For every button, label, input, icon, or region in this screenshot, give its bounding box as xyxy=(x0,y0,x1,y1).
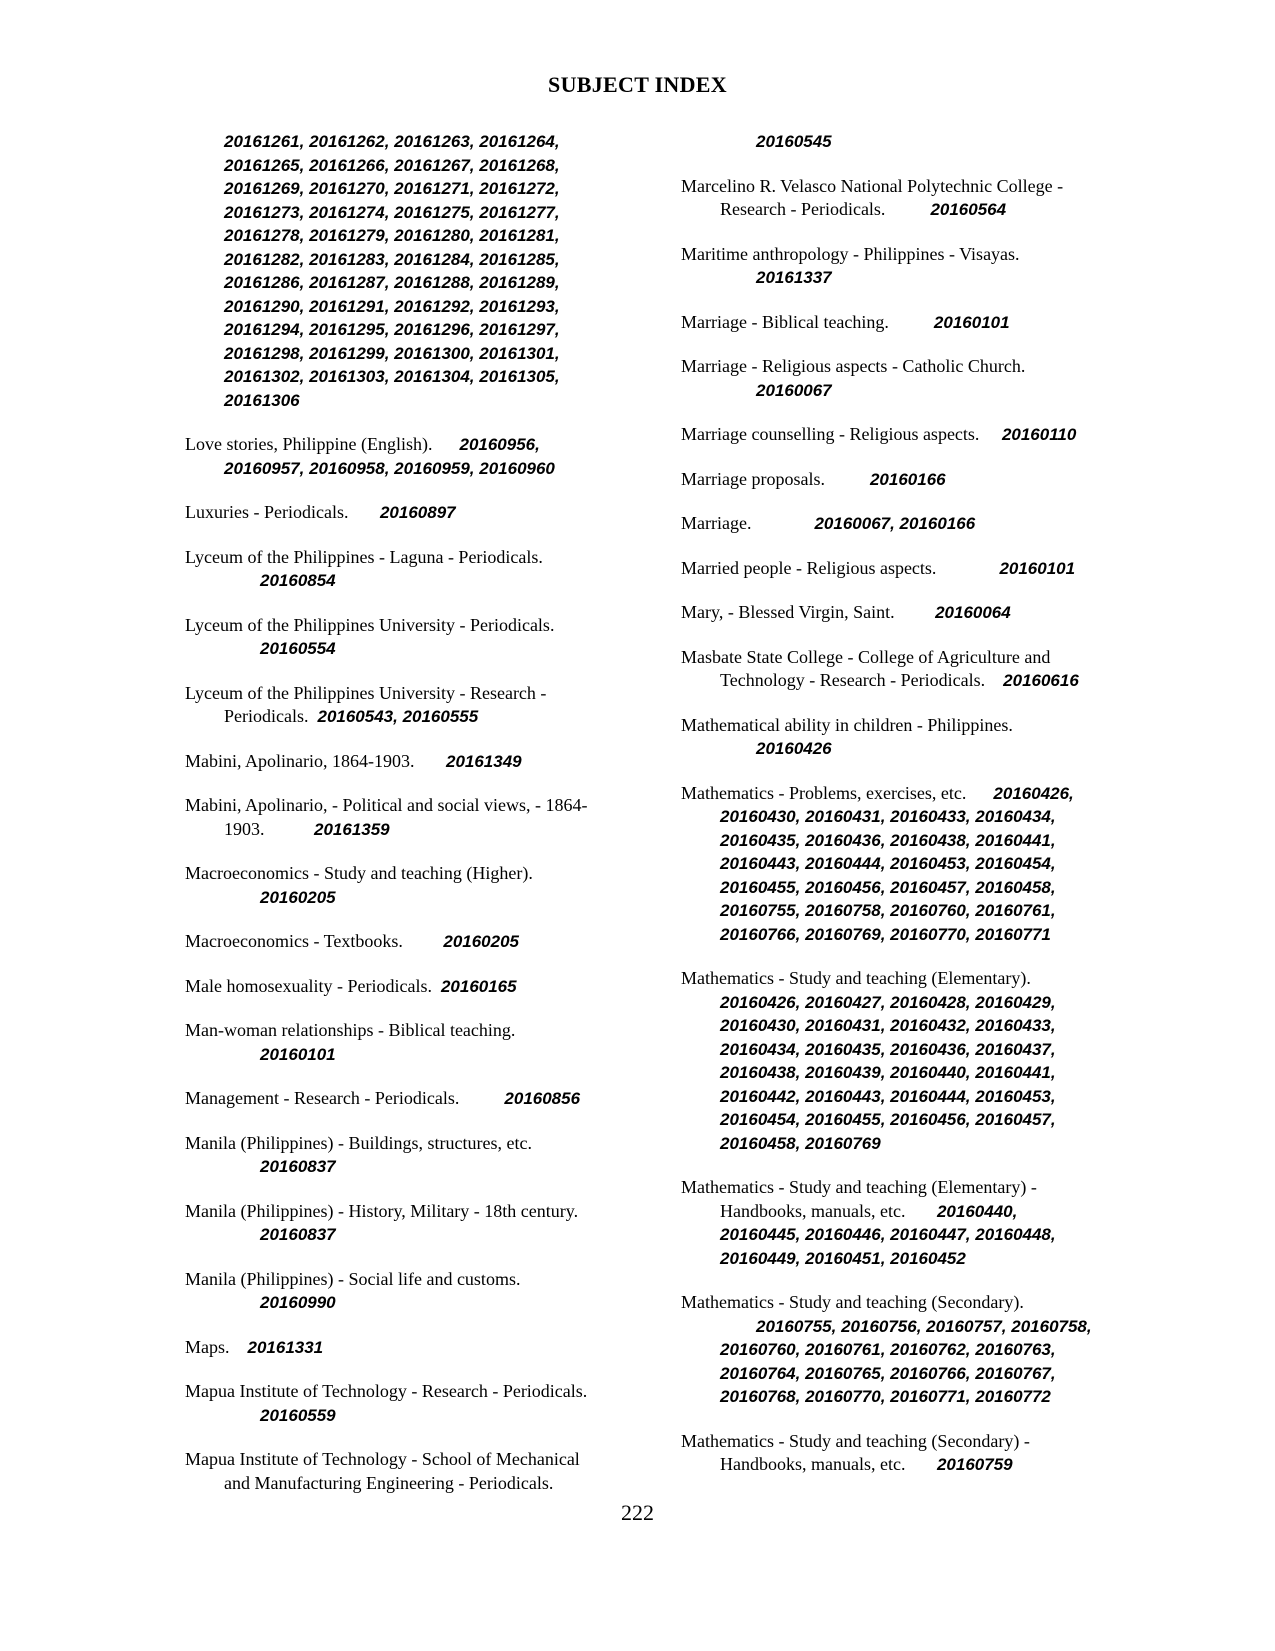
index-entry-line xyxy=(681,175,1161,199)
subject-heading-text: Mary, - Blessed Virgin, Saint. xyxy=(681,602,936,622)
index-entry-line xyxy=(185,318,655,342)
record-numbers: 20160430, 20160431, 20160433, 20160434, xyxy=(720,807,1056,826)
index-entry xyxy=(681,130,1161,154)
index-entry-line xyxy=(681,1338,1161,1362)
index-entry xyxy=(681,1430,1161,1477)
record-numbers: 20160101 xyxy=(933,312,1010,332)
subject-heading-text: Management - Research - Periodicals. xyxy=(185,1088,505,1108)
index-entry xyxy=(681,646,1161,693)
record-numbers: 20161294, 20161295, 20161296, 20161297, xyxy=(224,320,560,339)
subject-heading-text: Marriage. xyxy=(681,513,815,533)
record-numbers: 20161286, 20161287, 20161288, 20161289, xyxy=(224,273,560,292)
index-entry-line xyxy=(681,646,1161,670)
index-entry-line xyxy=(185,862,655,886)
subject-heading-text: Periodicals. xyxy=(224,706,318,726)
index-entry-line xyxy=(185,1380,655,1404)
index-entry-line xyxy=(681,852,1161,876)
record-numbers: 20160435, 20160436, 20160438, 20160441, xyxy=(720,830,1056,850)
subject-heading-text: Man-woman relationships - Biblical teaching. xyxy=(185,1020,516,1040)
subject-heading-text: Marriage proposals. xyxy=(681,468,870,489)
record-numbers: 20160837 xyxy=(260,1157,336,1176)
subject-heading-text: Handbooks, manuals, etc. xyxy=(720,1200,937,1221)
subject-heading-text: Mabini, Apolinario, 1864-1903. xyxy=(185,750,446,771)
subject-heading-text: Maritime anthropology - Philippines - Visayas. xyxy=(681,243,1020,264)
index-entry-line xyxy=(681,737,1161,761)
subject-heading-text: Married people - Religious aspects. xyxy=(681,557,1000,578)
index-entry-line xyxy=(185,1132,655,1156)
record-numbers: 20160616 xyxy=(1003,671,1079,690)
index-entry xyxy=(185,1132,655,1179)
subject-heading-text: Luxuries - Periodicals. xyxy=(185,502,380,522)
record-numbers: 20161273, 20161274, 20161275, 20161277, xyxy=(224,202,560,222)
record-numbers: 20160064 xyxy=(935,603,1011,622)
index-entry-line xyxy=(185,1043,655,1067)
subject-heading-text: and Manufacturing Engineering - Periodicals. xyxy=(224,1472,554,1493)
record-numbers: 20160768, 20160770, 20160771, 20160772 xyxy=(720,1387,1051,1406)
index-entry xyxy=(185,1019,655,1066)
index-entry-line xyxy=(681,1176,1161,1200)
subject-heading-text: Mapua Institute of Technology - School of Mechanical xyxy=(185,1449,580,1469)
record-numbers: 20160458, 20160769 xyxy=(720,1133,881,1153)
index-entry-line xyxy=(185,637,655,661)
index-entry xyxy=(185,1268,655,1315)
record-numbers: 20161302, 20161303, 20161304, 20161305, xyxy=(224,367,560,386)
index-entry-line xyxy=(681,1223,1161,1247)
index-entry-line xyxy=(185,682,655,706)
record-numbers: 20160897 xyxy=(379,503,456,522)
subject-heading-text: Mathematics - Study and teaching (Elementary). xyxy=(681,968,1031,988)
index-entry-line xyxy=(681,1430,1161,1454)
subject-heading-text: Marcelino R. Velasco National Polytechnic College - xyxy=(681,175,1064,196)
subject-heading-text: Manila (Philippines) - History, Military - 18th century. xyxy=(185,1200,579,1221)
index-entry-line xyxy=(185,705,655,729)
index-entry-line xyxy=(681,967,1161,991)
subject-heading-text: Mapua Institute of Technology - Research - Periodicals. xyxy=(185,1381,588,1401)
subject-heading-text: Handbooks, manuals, etc. xyxy=(720,1454,937,1474)
index-entry-line xyxy=(681,355,1161,379)
index-entry-line xyxy=(185,365,655,389)
index-entry-line xyxy=(185,389,655,413)
record-numbers: 20160564 xyxy=(930,200,1007,219)
index-entry xyxy=(681,468,1161,492)
index-entry-line xyxy=(185,1223,655,1247)
record-numbers: 20160755, 20160758, 20160760, 20160761, xyxy=(720,901,1056,920)
record-numbers: 20160554 xyxy=(260,639,336,658)
index-entry-line xyxy=(681,1247,1161,1271)
index-entry-line xyxy=(185,130,655,154)
record-numbers: 20160438, 20160439, 20160440, 20160441, xyxy=(720,1063,1056,1082)
index-entry xyxy=(185,1448,655,1495)
index-entry xyxy=(681,782,1161,947)
index-entry-line xyxy=(681,601,1161,625)
record-numbers: 20160101 xyxy=(260,1044,336,1064)
page-number: 222 xyxy=(621,1500,654,1525)
record-numbers: 20160760, 20160761, 20160762, 20160763, xyxy=(720,1340,1056,1359)
index-entry-line xyxy=(681,1038,1161,1062)
subject-heading-text: Lyceum of the Philippines - Laguna - Periodicals. xyxy=(185,546,543,567)
index-entry-line xyxy=(681,876,1161,900)
subject-heading-text: Macroeconomics - Study and teaching (Higher). xyxy=(185,863,533,883)
index-entry xyxy=(185,1200,655,1247)
index-entry-line xyxy=(681,243,1161,267)
index-entry-line xyxy=(681,1200,1161,1224)
index-entry xyxy=(185,794,655,841)
record-numbers: 20161278, 20161279, 20161280, 20161281, xyxy=(224,226,560,245)
index-entry xyxy=(681,243,1161,290)
record-numbers: 20161282, 20161283, 20161284, 20161285, xyxy=(224,249,560,269)
index-entry-line xyxy=(185,818,655,842)
record-numbers: 20161298, 20161299, 20161300, 20161301, xyxy=(224,343,560,363)
record-numbers: 20161306 xyxy=(224,390,300,410)
index-entry-line xyxy=(185,1336,655,1360)
subject-heading-text: Mathematical ability in children - Philippines. xyxy=(681,714,1013,735)
subject-heading-text: Maps. xyxy=(185,1336,248,1357)
index-entry-line xyxy=(185,1291,655,1315)
index-entry-line xyxy=(185,201,655,225)
subject-heading-text: Mathematics - Study and teaching (Secondary). xyxy=(681,1292,1024,1312)
record-numbers: 20161261, 20161262, 20161263, 20161264, xyxy=(224,132,560,151)
record-numbers: 20160426 xyxy=(756,739,832,758)
subject-heading-text: Macroeconomics - Textbooks. xyxy=(185,931,444,951)
record-numbers: 20161265, 20161266, 20161267, 20161268, xyxy=(224,155,560,175)
record-numbers: 20160434, 20160435, 20160436, 20160437, xyxy=(720,1039,1056,1059)
record-numbers: 20161349 xyxy=(445,751,522,771)
index-entry xyxy=(185,501,655,525)
index-entry-line xyxy=(185,342,655,366)
index-entry-line xyxy=(185,614,655,638)
index-entry-line xyxy=(681,512,1161,536)
record-numbers: 20160766, 20160769, 20160770, 20160771 xyxy=(720,924,1051,944)
index-entry-line xyxy=(185,975,655,999)
index-entry-line xyxy=(185,295,655,319)
record-numbers: 20160101 xyxy=(999,558,1076,578)
index-entry xyxy=(681,311,1161,335)
record-numbers: 20160854 xyxy=(260,571,336,590)
index-entry-line xyxy=(681,669,1161,693)
subject-heading-text: Mathematics - Problems, exercises, etc. xyxy=(681,782,994,803)
index-entry xyxy=(681,423,1161,447)
index-entry-line xyxy=(185,886,655,910)
index-entry-line xyxy=(681,923,1161,947)
index-column-left xyxy=(185,130,655,1516)
record-numbers: 20160764, 20160765, 20160766, 20160767, xyxy=(720,1363,1056,1383)
record-numbers: 20161337 xyxy=(756,268,832,287)
subject-heading-text: Masbate State College - College of Agriculture and xyxy=(681,646,1051,667)
page-title: SUBJECT INDEX xyxy=(548,72,727,97)
subject-heading-text: Mabini, Apolinario, - Political and social views, - 1864- xyxy=(185,795,588,815)
subject-heading-text: Marriage counselling - Religious aspects. xyxy=(681,424,1002,444)
index-entry-line xyxy=(681,782,1161,806)
index-entry-line xyxy=(681,829,1161,853)
subject-heading-text: Male homosexuality - Periodicals. xyxy=(185,975,441,996)
index-entry-line xyxy=(681,557,1161,581)
index-entry xyxy=(681,512,1161,536)
index-entry-line xyxy=(185,433,655,457)
index-entry-line xyxy=(681,1291,1161,1315)
index-entry-line xyxy=(681,1085,1161,1109)
index-entry-line xyxy=(185,1019,655,1043)
index-entry-line xyxy=(681,311,1161,335)
record-numbers: 20161331 xyxy=(247,1337,324,1357)
subject-heading-text: Technology - Research - Periodicals. xyxy=(720,670,1004,690)
index-entry-line xyxy=(681,1132,1161,1156)
record-numbers: 20160165 xyxy=(440,976,517,996)
record-numbers: 20160543, 20160555 xyxy=(317,707,479,726)
index-entry-line xyxy=(185,271,655,295)
record-numbers: 20160067, 20160166 xyxy=(814,514,976,533)
index-entry xyxy=(185,930,655,954)
index-entry-line xyxy=(681,1108,1161,1132)
index-entry-line xyxy=(681,1385,1161,1409)
index-entry xyxy=(185,433,655,480)
index-entry-line xyxy=(185,1087,655,1111)
index-entry xyxy=(681,175,1161,222)
index-column-right xyxy=(681,130,1161,1498)
index-entry-line xyxy=(185,1448,655,1472)
index-entry xyxy=(185,546,655,593)
index-entry-line xyxy=(681,198,1161,222)
index-entry xyxy=(185,750,655,774)
index-entry xyxy=(681,967,1161,1155)
index-entry-line xyxy=(681,991,1161,1015)
index-entry xyxy=(681,714,1161,761)
record-numbers: 20160442, 20160443, 20160444, 20160453, xyxy=(720,1086,1056,1106)
index-entry-line xyxy=(681,130,1161,154)
index-entry-line xyxy=(185,546,655,570)
index-entry-line xyxy=(681,899,1161,923)
record-numbers: 20161290, 20161291, 20161292, 20161293, xyxy=(224,296,560,316)
index-entry-line xyxy=(185,1404,655,1428)
record-numbers: 20161269, 20161270, 20161271, 20161272, xyxy=(224,179,560,198)
index-entry xyxy=(185,130,655,412)
record-numbers: 20160440, xyxy=(936,1201,1018,1221)
index-entry-line xyxy=(681,1453,1161,1477)
index-entry-line xyxy=(185,1200,655,1224)
index-entry-line xyxy=(681,1362,1161,1386)
index-entry-line xyxy=(681,423,1161,447)
record-numbers: 20160856 xyxy=(504,1089,581,1108)
subject-heading-text: Manila (Philippines) - Buildings, structures, etc. xyxy=(185,1132,532,1153)
record-numbers: 20160759 xyxy=(936,1455,1013,1474)
record-numbers: 20160990 xyxy=(260,1293,336,1312)
index-entry xyxy=(185,1336,655,1360)
subject-heading-text: 1903. xyxy=(224,818,314,839)
index-entry-line xyxy=(185,457,655,481)
index-entry xyxy=(185,862,655,909)
index-entry xyxy=(185,614,655,661)
index-entry xyxy=(681,557,1161,581)
record-numbers: 20160559 xyxy=(260,1405,336,1425)
record-numbers: 20160956, xyxy=(459,435,540,454)
record-numbers: 20160110 xyxy=(1001,425,1077,444)
record-numbers: 20160166 xyxy=(869,469,946,489)
index-entry-line xyxy=(185,224,655,248)
index-entry-line xyxy=(681,1014,1161,1038)
subject-heading-text: Manila (Philippines) - Social life and customs. xyxy=(185,1268,521,1289)
index-entry-line xyxy=(681,1061,1161,1085)
record-numbers: 20160957, 20160958, 20160959, 20160960 xyxy=(224,458,555,478)
index-entry-line xyxy=(681,379,1161,403)
index-entry-line xyxy=(681,266,1161,290)
subject-heading-text: Research - Periodicals. xyxy=(720,199,931,219)
subject-heading-text: Lyceum of the Philippines University - Research - xyxy=(185,682,547,703)
index-entry-line xyxy=(681,1315,1161,1339)
index-entry-line xyxy=(185,501,655,525)
record-numbers: 20160430, 20160431, 20160432, 20160433, xyxy=(720,1016,1056,1035)
record-numbers: 20160454, 20160455, 20160456, 20160457, xyxy=(720,1110,1056,1129)
record-numbers: 20160455, 20160456, 20160457, 20160458, xyxy=(720,877,1056,897)
subject-heading-text: Mathematics - Study and teaching (Elementary) - xyxy=(681,1177,1037,1197)
record-numbers: 20160837 xyxy=(260,1225,336,1244)
index-entry-line xyxy=(185,154,655,178)
record-numbers: 20160205 xyxy=(443,932,519,951)
record-numbers: 20161359 xyxy=(314,819,390,839)
index-entry xyxy=(185,1087,655,1111)
index-entry xyxy=(185,1380,655,1427)
index-entry xyxy=(681,1176,1161,1270)
record-numbers: 20160449, 20160451, 20160452 xyxy=(720,1248,966,1268)
subject-heading-text: Love stories, Philippine (English). xyxy=(185,434,460,454)
index-entry xyxy=(681,355,1161,402)
index-entry-line xyxy=(185,177,655,201)
record-numbers: 20160545 xyxy=(756,132,832,151)
index-entry-line xyxy=(681,714,1161,738)
record-numbers: 20160205 xyxy=(260,887,336,907)
subject-heading-text: Marriage - Religious aspects - Catholic Church. xyxy=(681,356,1026,376)
index-entry-line xyxy=(185,1472,655,1496)
record-numbers: 20160445, 20160446, 20160447, 20160448, xyxy=(720,1225,1056,1244)
index-entry-line xyxy=(185,569,655,593)
index-entry-line xyxy=(185,750,655,774)
index-entry xyxy=(185,682,655,729)
record-numbers: 20160067 xyxy=(756,380,832,400)
index-entry-line xyxy=(681,468,1161,492)
index-entry-line xyxy=(681,805,1161,829)
record-numbers: 20160426, xyxy=(993,783,1074,803)
index-entry-line xyxy=(185,1268,655,1292)
index-entry xyxy=(681,1291,1161,1409)
record-numbers: 20160443, 20160444, 20160453, 20160454, xyxy=(720,854,1056,873)
index-entry-line xyxy=(185,1155,655,1179)
index-entry xyxy=(681,601,1161,625)
subject-heading-text: Mathematics - Study and teaching (Secondary) - xyxy=(681,1430,1030,1451)
index-entry-line xyxy=(185,930,655,954)
subject-heading-text: Lyceum of the Philippines University - Periodicals. xyxy=(185,614,555,635)
index-entry xyxy=(185,975,655,999)
index-entry-line xyxy=(185,794,655,818)
record-numbers: 20160426, 20160427, 20160428, 20160429, xyxy=(720,992,1056,1012)
index-entry-line xyxy=(185,248,655,272)
subject-heading-text: Marriage - Biblical teaching. xyxy=(681,311,934,332)
record-numbers: 20160755, 20160756, 20160757, 20160758, xyxy=(756,1316,1092,1336)
